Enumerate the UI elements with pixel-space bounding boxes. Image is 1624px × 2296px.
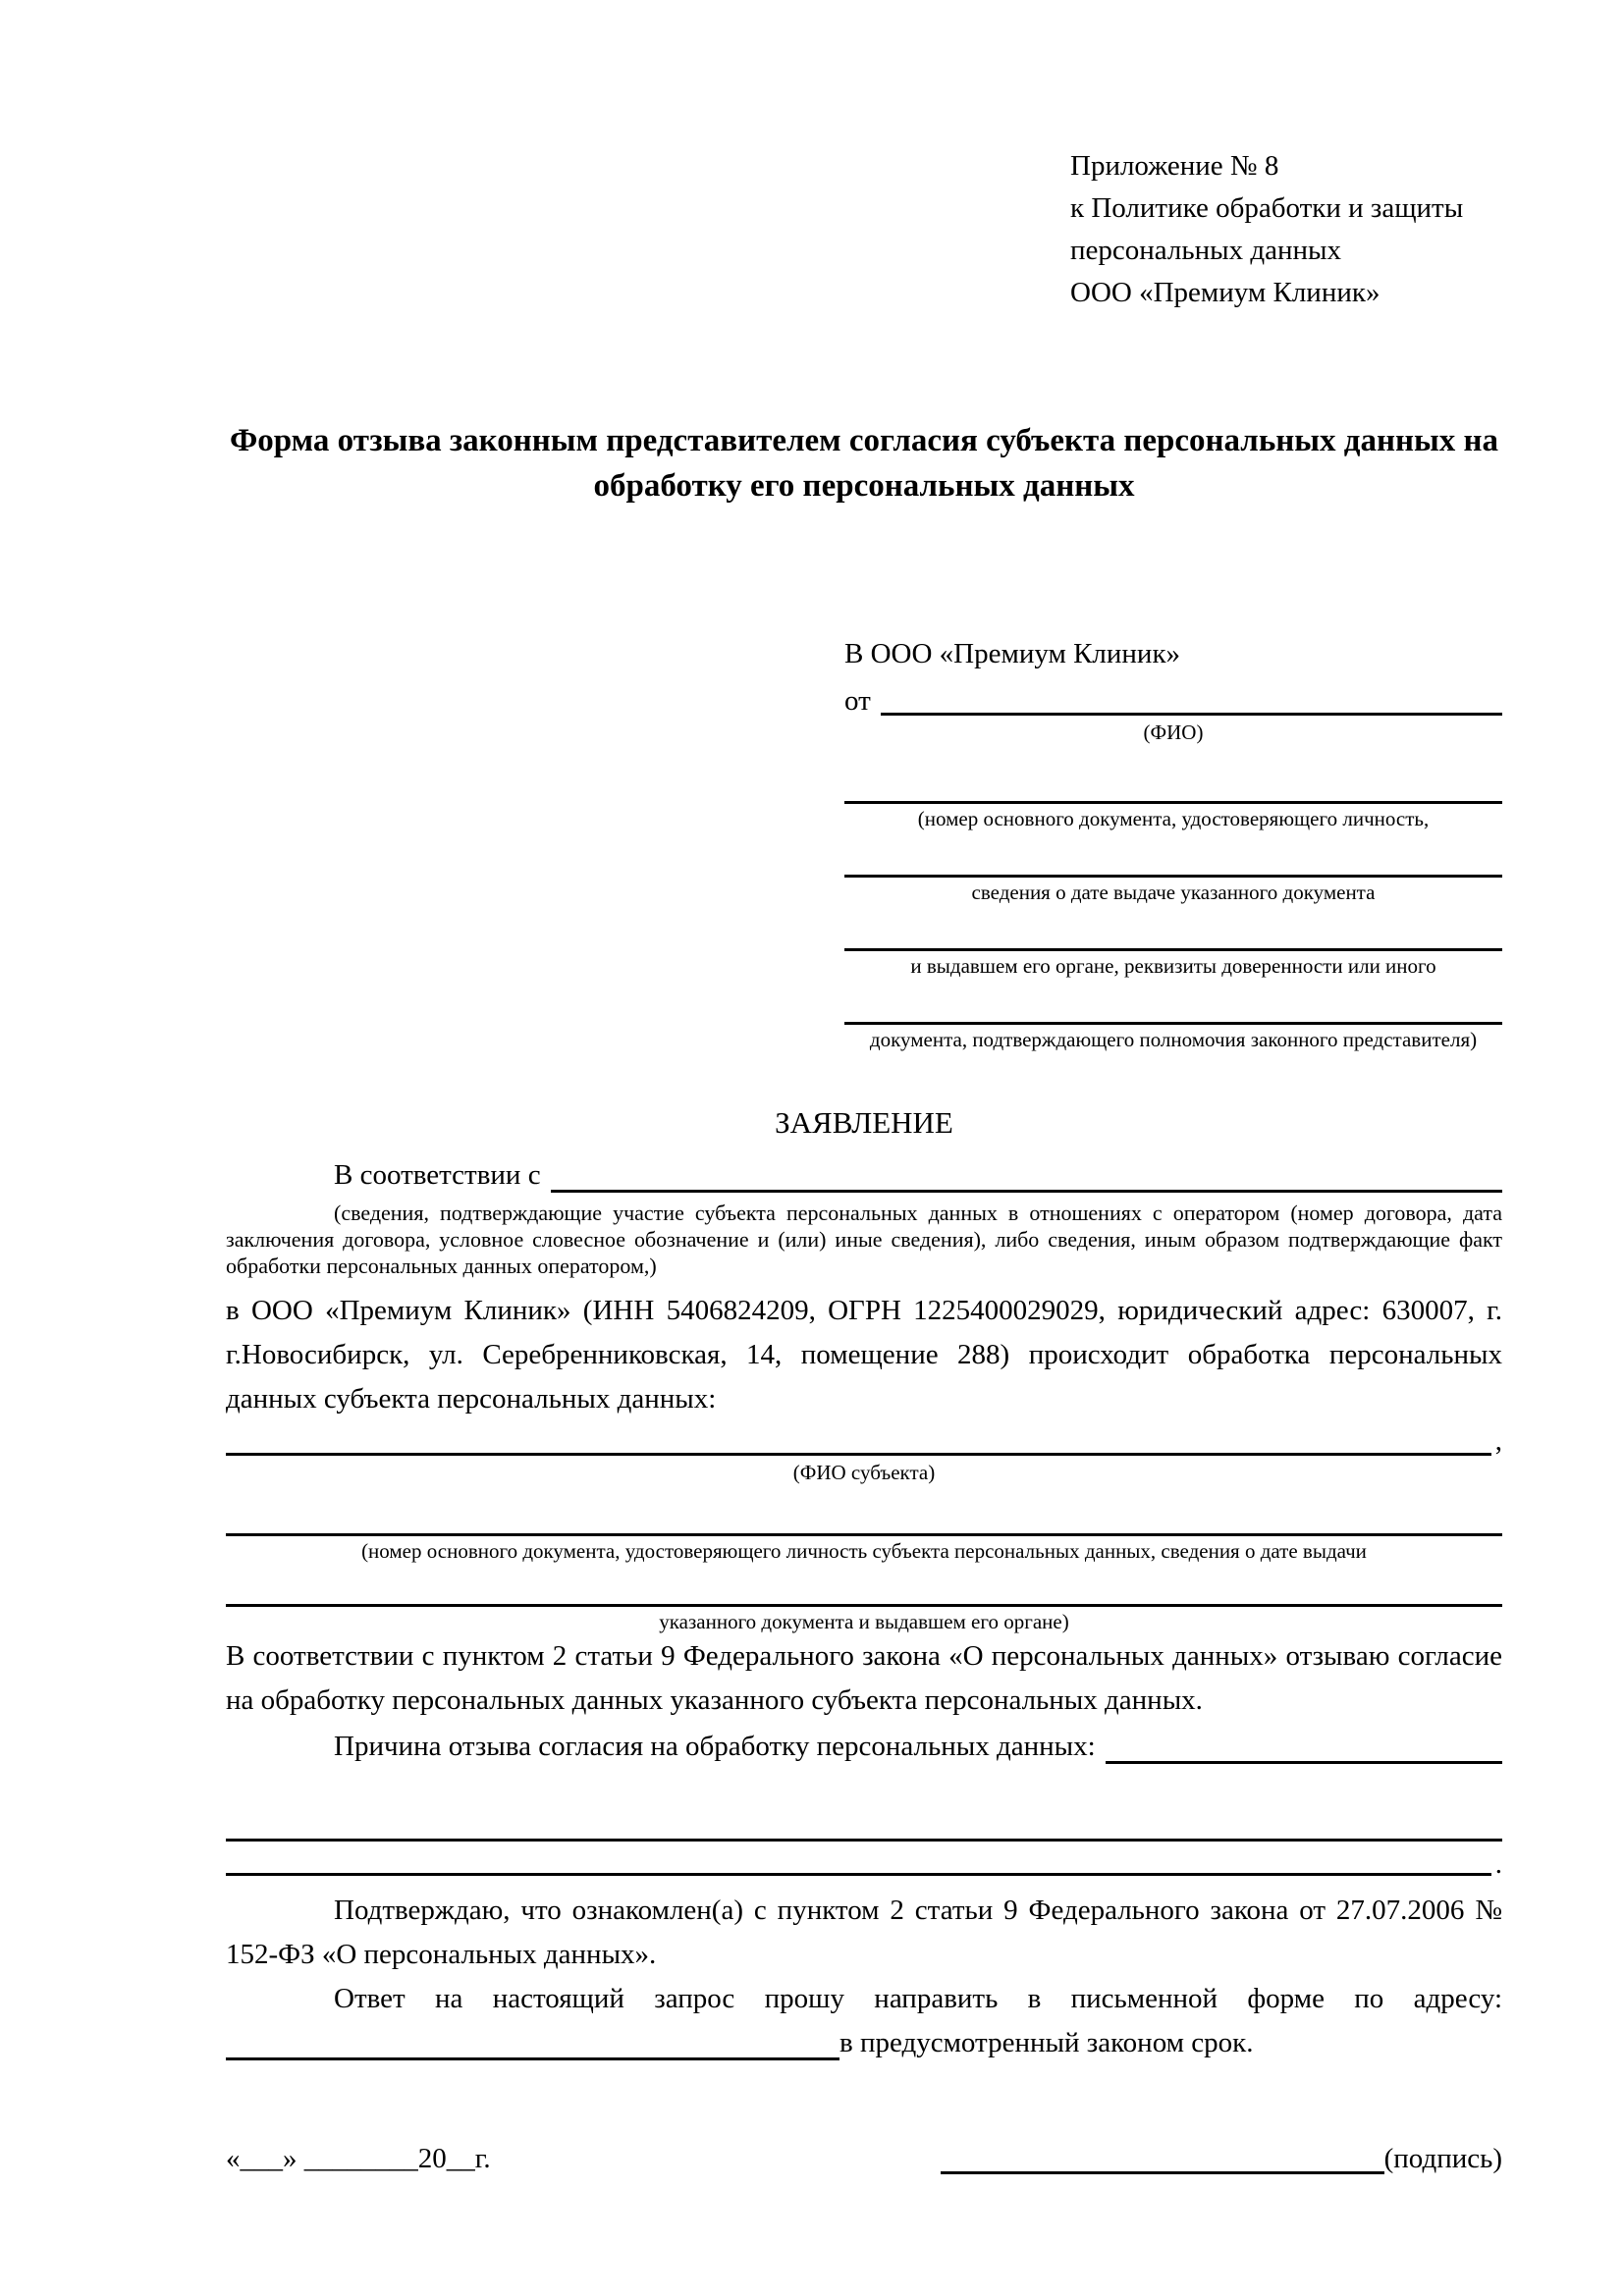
reason-row xyxy=(226,1725,1502,1769)
signature-blank-line xyxy=(941,2171,1384,2174)
fine-print-note: (сведения, подтверждающие участие субъекта персональных данных в отношениях с оператором (номер договора, дата заключения договора, условное словесное обозначение и (или) иные сведения), либо сведения, иным образом подтверждающие факт обработки персональных данных оператором,) xyxy=(226,1201,1502,1278)
blank-caption: сведения о дате выдаче указанного документа xyxy=(971,881,1376,904)
blank-caption: (номер основного документа, удостоверяющего личность, xyxy=(917,807,1430,830)
reason-label: Причина отзыва согласия на обработку персональных данных: xyxy=(334,1731,1096,1762)
reason-blank-line xyxy=(1106,1761,1502,1764)
subject-doc-blank-group xyxy=(226,1501,1502,1564)
representative-doc-blank-line xyxy=(844,918,1502,951)
appendix-line: ООО «Премиум Клиник» xyxy=(1070,277,1380,308)
addressee-block xyxy=(844,634,1502,1052)
appendix-line: персональных данных xyxy=(1070,235,1342,266)
footer-row xyxy=(226,2138,1502,2179)
subject-doc-caption: указанного документа и выдавшем его органе) xyxy=(659,1610,1069,1633)
signature-caption: (подпись) xyxy=(1383,2143,1502,2174)
representative-doc-blank-group xyxy=(844,918,1502,979)
reason-blank-row-3 xyxy=(226,1847,1502,1881)
reason-blank-line-2 xyxy=(226,1812,1502,1842)
subject-doc-blank-line xyxy=(226,1572,1502,1607)
representative-doc-blank-line xyxy=(844,991,1502,1025)
reply-address-row xyxy=(226,2021,1502,2065)
appendix-line: Приложение № 8 xyxy=(1070,150,1279,182)
spacer xyxy=(226,1769,1502,1812)
accordance-blank-line xyxy=(551,1190,1502,1193)
blank-caption: документа, подтверждающего полномочия законного представителя) xyxy=(869,1028,1478,1051)
fio-caption: (ФИО) xyxy=(1143,721,1204,744)
accordance-label: В соответствии с xyxy=(334,1159,541,1191)
representative-doc-blank-line xyxy=(844,771,1502,804)
from-label: от xyxy=(844,685,871,717)
subject-fio-caption: (ФИО субъекта) xyxy=(792,1461,936,1484)
subject-doc-blank-line xyxy=(226,1501,1502,1536)
appendix-block xyxy=(1070,145,1502,314)
representative-doc-blank-line xyxy=(844,844,1502,878)
appendix-line: к Политике обработки и защиты xyxy=(1070,192,1464,224)
subject-doc-blank-group xyxy=(226,1572,1502,1634)
statement-heading: ЗАЯВЛЕНИЕ xyxy=(775,1105,953,1140)
from-blank-line xyxy=(881,713,1502,716)
withdrawal-paragraph: В соответствии с пунктом 2 статьи 9 Федерального закона «О персональных данных» отзываю согласие на обработку персональных данных указанного субъекта персональных данных. xyxy=(226,1640,1502,1716)
reply-address-blank-line xyxy=(226,2057,839,2060)
date-blank-text: «___» ________20__г. xyxy=(226,2143,491,2174)
accordance-row xyxy=(226,1154,1502,1196)
representative-doc-blank-group xyxy=(844,844,1502,905)
confirm-paragraph: Подтверждаю, что ознакомлен(а) с пунктом 2 статьи 9 Федерального закона от 27.07.2006 № 152-ФЗ «О персональных данных». xyxy=(226,1895,1502,1970)
from-row xyxy=(844,681,1502,721)
representative-doc-blank-group xyxy=(844,771,1502,831)
reason-blank-line-3 xyxy=(226,1873,1491,1876)
reply-tail-text: в предусмотренный законом срок. xyxy=(839,2027,1254,2058)
signature-group xyxy=(941,2138,1502,2179)
operator-paragraph: в ООО «Премиум Клиник» (ИНН 5406824209, ОГРН 1225400029029, юридический адрес: 630007, г. г.Новосибирск, ул. Серебренниковская, 14, помещение 288) происходит обработка персональных данных субъекта персональных данных: xyxy=(226,1295,1502,1415)
reply-paragraph: Ответ на настоящий запрос прошу направить в письменной форме по адресу: xyxy=(334,1983,1502,2014)
representative-doc-blank-group xyxy=(844,991,1502,1052)
subject-fio-blank-line xyxy=(226,1453,1491,1456)
document-title: Форма отзыва законным представителем согласия субъекта персональных данных на обработку его персональных данных xyxy=(229,423,1499,504)
trailing-comma: , xyxy=(1494,1425,1502,1457)
addressee-organization: В ООО «Премиум Клиник» xyxy=(844,638,1181,669)
blank-caption: и выдавшем его органе, реквизиты доверенности или иного xyxy=(910,954,1436,978)
subject-doc-caption: (номер основного документа, удостоверяющего личность субъекта персональных данных, сведения о дате выдачи xyxy=(361,1539,1367,1563)
trailing-period: . xyxy=(1494,1848,1502,1880)
subject-fio-row xyxy=(226,1421,1502,1461)
